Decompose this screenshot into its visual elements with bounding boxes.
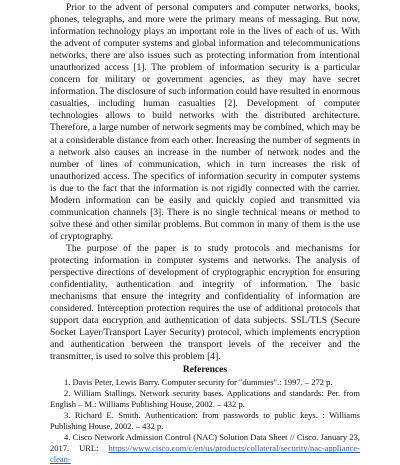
body-text [50, 2, 360, 363]
reference-link[interactable]: https://www.cisco.com/c/en/us/products/collateral/security/nac-appliance-clean- [50, 443, 360, 465]
reference-text: 4. Cisco Network Admission Control (NAC) Solution Data Sheet // Cisco. January 23, 2017. URL: [50, 432, 360, 454]
reference-item: 2. William Stallings. Network security bases. Applications and standards: Per. from English – M.: Williams Publishing House, 2002. – 432 p. [50, 388, 360, 410]
reference-item: 1. Davis Peter, Lewis Barry. Computer security for "dummies".: 1997. – 272 p. [64, 377, 333, 388]
references-list [50, 377, 360, 465]
paragraph-intro: Prior to the advent of personal computers and computer networks, books, phones, telegraphs, and more were the primary means of messaging. But now, information technology plays an important role in the lives of each of us. With the advent of computer systems and global information and telecommunications networks, there are also issues such as protecting information from intentional unauthorized access [1]. The problem of information security is a particular concern for military or government agencies, as they may have secret information. The disclosure of such information could have resulted in enormous casualties, including human casualties [2]. Development of computer technologies allows to build networks with the distributed architecture. Therefore, a large number of network segments may be combined, which may be at a considerable distance from each other. Increasing the number of segments in a network also causes an increase in the number of network nodes and the number of lines of communication, which in turn increases the risk of unauthorized access. The specifics of information security in computer systems is due to the fact that the information is not rigidly connected with the carrier. Modern information can be easily and quickly copied and transmitted via communication channels [3]. There is no single technical means or method to solve these and other similar problems. But common in many of them is the use of cryptography. [50, 2, 360, 242]
reference-item [50, 432, 360, 465]
reference-item: 3. Richard E. Smith. Authentication: from passwords to public keys. : Williams Publishing House, 2002. – 432 p. [50, 410, 360, 432]
document-page [50, 2, 360, 465]
references-heading: References [182, 365, 228, 376]
paragraph-purpose: The purpose of the paper is to study protocols and mechanisms for protecting information in computer systems and networks. The analysis of perspective directions of development of cryptographic encryption for ensuring confidentiality, authentication and integrity of information. The basic mechanisms that ensure the integrity and confidentiality of information are considered. Interception protection requires the use of additional protocols that support data encryption and authentication of data subjects. SSL/TLS (Secure Socket Layer/Transport Layer Security) protocol, which implements encryption and authentication between the transport levels of the receiver and the transmitter, is used to solve this problem [4]. [50, 242, 360, 363]
